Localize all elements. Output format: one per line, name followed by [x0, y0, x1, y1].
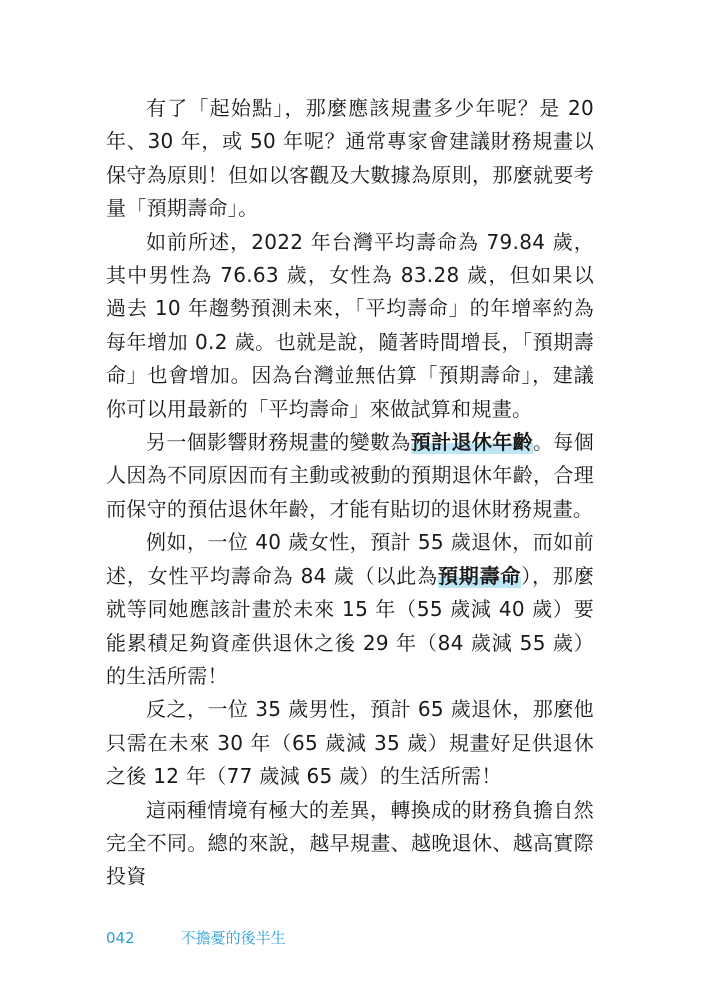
paragraph-text: 如前所述，2022 年台灣平均壽命為 79.84 歲，其中男性為 76.63 歲，女性為 83.28 歲，但如果以過去 10 年趨勢預測未來，「平均壽命」的年增率約為每年增加 0.2 歲。也就是說，隨著時間增長，「預期壽命」也會增加。因為台灣並無估算「預期壽命」，建議你可以用最新的「平均壽命」來做試算和規畫。 — [106, 229, 594, 421]
paragraph-6 — [106, 794, 594, 894]
paragraph-text: ），那麼就等同她應該計畫於未來 15 年（55 歲減 40 歲）要能累積足夠資產供退休之後 29 年（84 歲減 55 歲）的生活所需！ — [106, 563, 595, 688]
highlight-life-expectancy: 預期壽命 — [437, 563, 522, 588]
highlight-retirement-age: 預計退休年齡 — [410, 430, 533, 455]
body-text — [106, 92, 594, 894]
paragraph-text: 這兩種情境有極大的差異，轉換成的財務負擔自然完全不同。總的來說，越早規畫、越晚退休、越高實際投資 — [106, 797, 594, 889]
paragraph-1 — [106, 92, 594, 226]
paragraph-text: 。每個人因為不同原因而有主動或被動的預期退休年齡，合理而保守的預估退休年齡，才能有貼切的退休財務規畫。 — [106, 430, 594, 521]
paragraph-text: 例如，一位 40 歲女性，預計 55 歲退休，而如前述，女性平均壽命為 84 歲（以此為 — [106, 530, 594, 588]
paragraph-text: 另一個影響財務規畫的變數為 — [146, 430, 411, 455]
paragraph-3 — [106, 426, 594, 526]
book-title: 不擔憂的後半生 — [180, 929, 286, 947]
paragraph-5 — [106, 693, 594, 793]
paragraph-2 — [106, 226, 594, 426]
page-number: 042 — [106, 929, 135, 947]
paragraph-4 — [106, 526, 594, 693]
page-footer — [106, 927, 286, 948]
paragraph-text: 有了「起始點」，那麼應該規畫多少年呢？是 20 年、30 年，或 50 年呢？通常專家會建議財務規畫以保守為原則！但如以客觀及大數據為原則，那麼就要考量「預期壽命」。 — [106, 96, 594, 221]
paragraph-text: 反之，一位 35 歲男性，預計 65 歲退休，那麼他只需在未來 30 年（65 歲減 35 歲）規畫好足供退休之後 12 年（77 歲減 65 歲）的生活所需！ — [106, 697, 594, 789]
